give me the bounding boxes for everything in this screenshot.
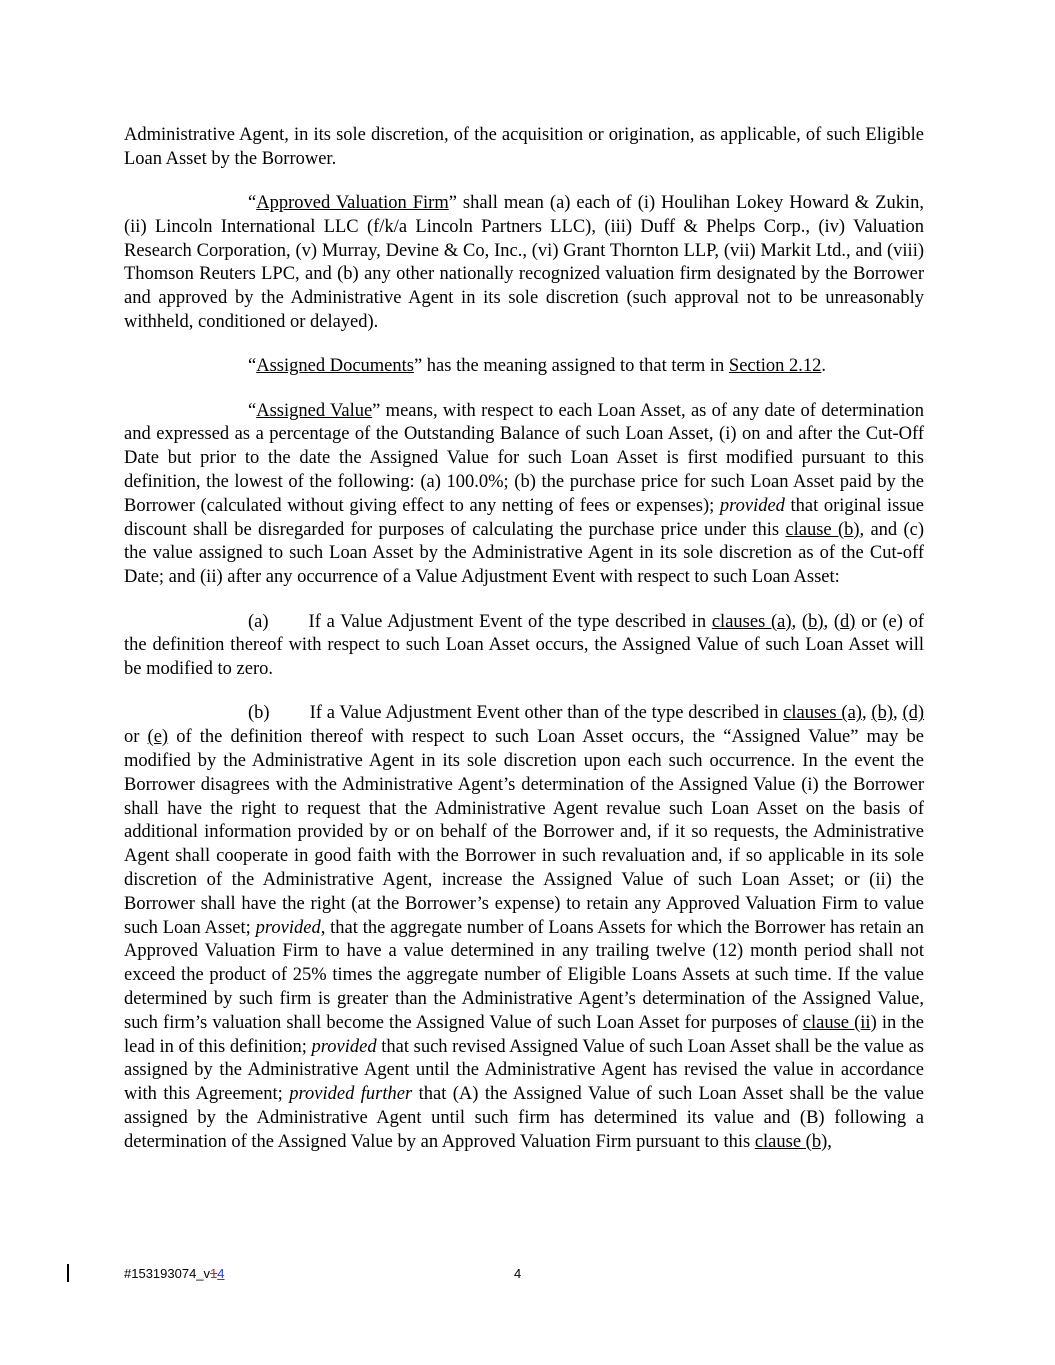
subclause-text: If a Value Adjustment Event of the type described in (308, 611, 712, 632)
paragraph-continuation: Administrative Agent, in its sole discretion, of the acquisition or origination, as applicable, of such Eligible Loan Asset by the Borrower. (124, 125, 924, 169)
definition-text: that original issue discount shall be disregarded for purposes of calculating the purchase price under this (124, 495, 924, 540)
subclause-text: If a Value Adjustment Event other than of the type described in (309, 703, 784, 724)
subclause-label: (a) (248, 611, 269, 632)
clause-reference: clauses (a) (711, 611, 792, 632)
clause-reference: (d) (902, 703, 925, 724)
separator: , (791, 611, 802, 632)
subclause-text: that (A) the Assigned Value of such Loan Asset shall be the value assigned by the Administrative Agent until such firm has determined its value and (B) following a determination of the Assigned Value by an Approved Valuation Firm pursuant to this (124, 1084, 924, 1152)
subclause-text: of the definition thereof with respect to such Loan Asset occurs, the “Assigned Value” may be modified by the Administrative Agent in its sole discretion upon each such occurrence. In the event the Borrower disagrees with the Administrative Agent’s determination of the Assigned Value (i) the Borrower shall have the right to request that the Administrative Agent revalue such Loan Asset on the basis of additional information provided by or on behalf of the Borrower and, if it so requests, the Administrative Agent shall cooperate in good faith with the Borrower in such revaluation and, if so applicable in its sole discretion of the Administrative Agent, increase the Assigned Value of such Loan Asset; or (ii) the Borrower shall have the right (at the Borrower’s expense) to retain any Approved Valuation Firm to value such Loan Asset; (124, 727, 924, 938)
clause-reference: (b) (871, 703, 893, 724)
clause-reference: (b) (801, 611, 824, 632)
provided-proviso: provided (255, 917, 321, 938)
inserted-version: 4 (217, 1266, 225, 1281)
definition-text: ” means, with respect to each Loan Asset, as of any date of determination and expressed as a percentage of the Outstanding Balance of such Loan Asset, (i) on and after the Cut-Off Date but prior to the date the Assigned Value for such Loan Asset is first modified pursuant to this definition, the lowest of the following: (a) 100.0%; (b) the purchase price for such Loan Asset paid by the Borrower (calculated without giving effect to any netting of fees or expenses); (124, 400, 924, 516)
definition-text: ” shall mean (a) each of (i) Houlihan Lokey Howard & Zukin, (ii) Lincoln International LLC (f/k/a Lincoln Partners LLC), (iii) Duff & Phelps Corp., (iv) Valuation Research Corporation, (v) Murray, Devine & Co, Inc., (vi) Grant Thornton LLP, (vii) Markit Ltd., and (viii) Thomson Reuters LPC, and (b) any other nationally recognized valuation firm designated by the Borrower and approved by the Administrative Agent in its sole discretion (such approval not to be unreasonably withheld, conditioned or delayed). (124, 193, 925, 333)
subclause-a (124, 611, 924, 682)
subclause-b (124, 702, 924, 1154)
document-id (124, 1266, 225, 1281)
deleted-version: 1 (210, 1266, 218, 1281)
definition-assigned-value (124, 400, 924, 590)
subclause-text-end: , (827, 1131, 832, 1152)
separator: , (861, 703, 872, 724)
defined-term: Assigned Value (256, 400, 373, 421)
subclause-text: , that the aggregate number of Loans Assets for which the Borrower has retain an Approved Valuation Firm to have a value determined in any trailing twelve (12) month period shall not exceed the product of 25% times the aggregate number of Eligible Loans Assets at such time. If the value determined by such firm is greater than the Administrative Agent’s determination of the Assigned Value, such firm’s valuation shall become the Assigned Value of such Loan Asset for purposes of (124, 917, 925, 1033)
defined-term: Approved Valuation Firm (256, 193, 449, 214)
subclause-text: in the lead in of this definition; (124, 1012, 925, 1057)
provided-proviso: provided (311, 1036, 377, 1057)
definition-assigned-documents (124, 355, 924, 379)
clause-reference: clause (ii) (802, 1012, 877, 1033)
defined-term: Assigned Documents (256, 356, 414, 377)
page-number: 4 (514, 1266, 522, 1281)
definition-text-end: . (821, 356, 827, 377)
definition-text: ” has the meaning assigned to that term in (413, 356, 729, 377)
subclause-label: (b) (248, 703, 270, 724)
provided-proviso: provided (719, 495, 785, 516)
definition-approved-valuation-firm (124, 192, 924, 335)
quote-open: “ (248, 400, 257, 421)
separator: , (823, 611, 834, 632)
clause-reference: clauses (a) (783, 703, 862, 724)
document-body (124, 124, 924, 1155)
section-reference: Section 2.12 (728, 356, 822, 377)
separator: , (892, 703, 903, 724)
document-id-text: #153193074_v (124, 1266, 211, 1281)
separator: or (124, 727, 148, 748)
revision-change-bar (67, 1264, 69, 1282)
clause-reference: clause (b) (785, 519, 860, 540)
subclause-text: that such revised Assigned Value of such Loan Asset shall be the value as assigned by the Administrative Agent until the Administrative Agent has revised the value in accordance with this Agreement; (124, 1036, 924, 1105)
subclause-text: or (e) of the definition thereof with respect to such Loan Asset occurs, the Assigned Value of such Loan Asset will be modified to zero. (124, 611, 925, 680)
quote-open: “ (248, 193, 257, 214)
clause-reference: clause (b) (754, 1131, 828, 1152)
clause-reference: (d) (833, 611, 856, 632)
clause-reference: (e) (147, 727, 169, 748)
definition-text: , and (c) the value assigned to such Loan Asset by the Administrative Agent in its sole discretion as of the Cut-off Date; and (ii) after any occurrence of a Value Adjustment Event with respect to such Loan Asset: (124, 519, 925, 588)
provided-further-proviso: provided further (289, 1084, 413, 1105)
quote-open: “ (248, 356, 257, 377)
